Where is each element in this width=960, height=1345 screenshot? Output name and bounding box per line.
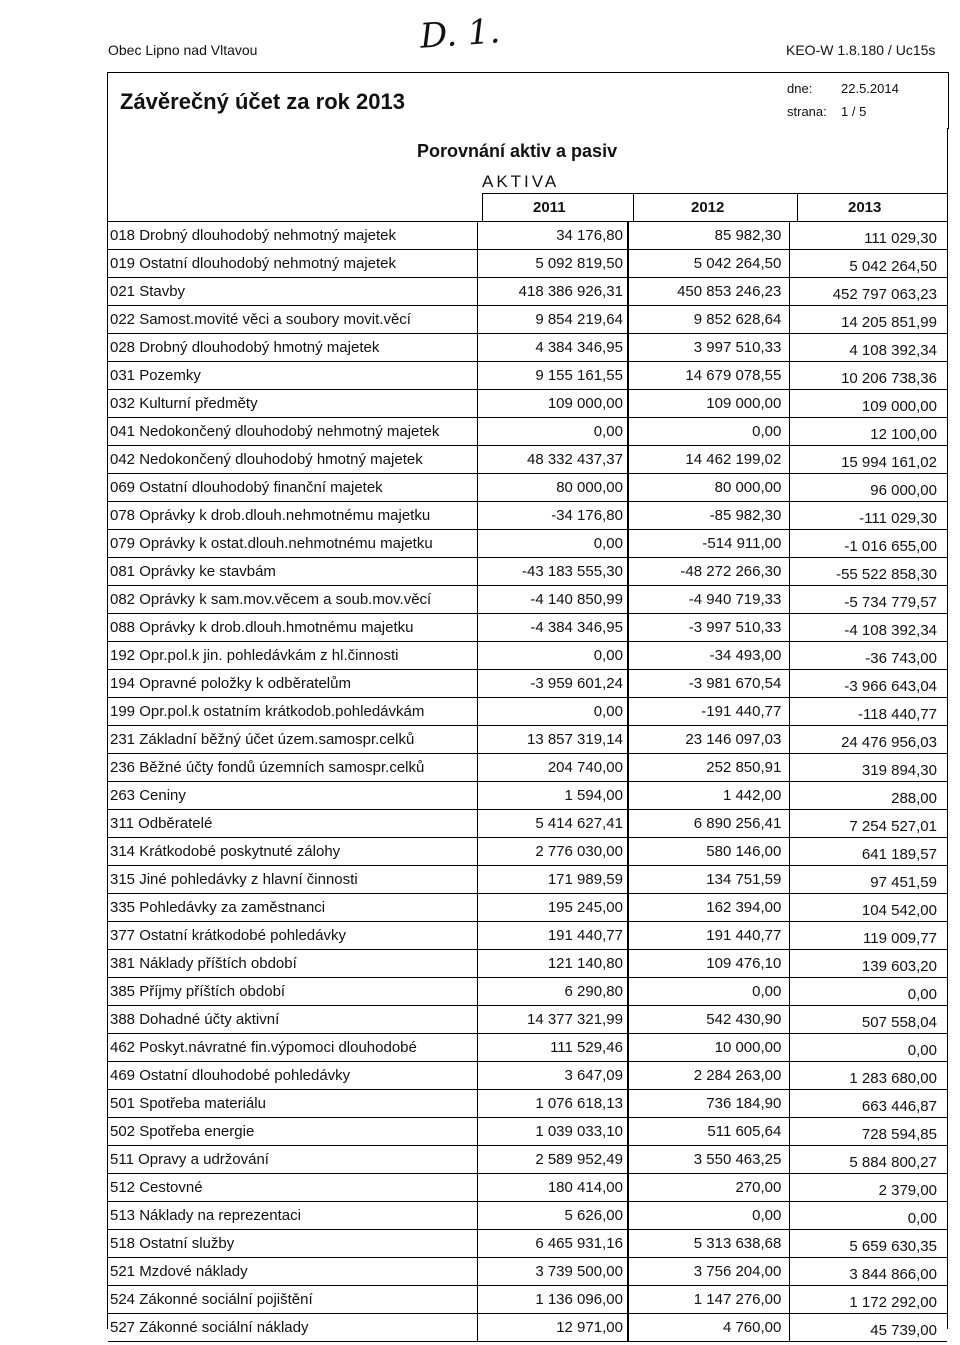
table-row [108, 586, 947, 614]
section-subtitle: AKTIVA [482, 172, 560, 191]
table-row [108, 306, 947, 334]
value-2013: 452 797 063,23 [790, 281, 947, 309]
column-header-2011: 2011 [533, 199, 566, 216]
value-2011: -34 176,80 [478, 502, 628, 530]
account-name: 231 Základní běžný účet územ.samospr.celků [108, 726, 478, 754]
value-2013: -36 743,00 [790, 645, 947, 673]
value-2013: -5 734 779,57 [790, 589, 947, 617]
handwritten-mark: D. 1. [418, 11, 502, 57]
table-row [108, 474, 947, 502]
account-name: 469 Ostatní dlouhodobé pohledávky [108, 1062, 478, 1090]
right-border [947, 128, 948, 1329]
value-2013: 12 100,00 [790, 421, 947, 449]
value-2013: 45 739,00 [790, 1317, 947, 1345]
account-name: 079 Oprávky k ostat.dlouh.nehmotnému majetku [108, 530, 478, 558]
account-name: 081 Oprávky ke stavbám [108, 558, 478, 586]
value-2013: 3 844 866,00 [790, 1261, 947, 1289]
table-row [108, 390, 947, 418]
section-title: Porovnání aktiv a pasiv [417, 141, 618, 161]
value-2013: 15 994 161,02 [790, 449, 947, 477]
value-2012: -4 940 719,33 [628, 586, 790, 614]
table-row [108, 1062, 947, 1090]
value-2011: 6 465 931,16 [478, 1230, 628, 1258]
value-2013: 0,00 [790, 981, 947, 1009]
value-2011: 5 092 819,50 [478, 250, 628, 278]
account-name: 315 Jiné pohledávky z hlavní činnosti [108, 866, 478, 894]
value-2012: 736 184,90 [628, 1090, 790, 1118]
table-row [108, 558, 947, 586]
value-2012: 1 442,00 [628, 782, 790, 810]
value-2013: 111 029,30 [790, 225, 947, 253]
account-name: 335 Pohledávky za zaměstnanci [108, 894, 478, 922]
value-2012: 10 000,00 [628, 1034, 790, 1062]
value-2012: -3 981 670,54 [628, 670, 790, 698]
value-2011: 0,00 [478, 698, 628, 726]
value-2013: 139 603,20 [790, 953, 947, 981]
account-name: 502 Spotřeba energie [108, 1118, 478, 1146]
account-name: 192 Opr.pol.k jin. pohledávkám z hl.činnosti [108, 642, 478, 670]
table-row [108, 754, 947, 782]
value-2011: -43 183 555,30 [478, 558, 628, 586]
value-2011: 1 076 618,13 [478, 1090, 628, 1118]
account-name: 018 Drobný dlouhodobý nehmotný majetek [108, 222, 478, 250]
account-name: 527 Zákonné sociální náklady [108, 1314, 478, 1342]
table-row [108, 1230, 947, 1258]
value-2012: 5 042 264,50 [628, 250, 790, 278]
table-row [108, 1146, 947, 1174]
value-2012: 109 000,00 [628, 390, 790, 418]
value-2011: 191 440,77 [478, 922, 628, 950]
value-2012: 5 313 638,68 [628, 1230, 790, 1258]
value-2011: 5 414 627,41 [478, 810, 628, 838]
table-row [108, 950, 947, 978]
table-row [108, 894, 947, 922]
value-2011: 6 290,80 [478, 978, 628, 1006]
value-2011: -4 140 850,99 [478, 586, 628, 614]
account-name: 236 Běžné účty fondů územních samospr.celků [108, 754, 478, 782]
table-row [108, 614, 947, 642]
value-2011: 13 857 319,14 [478, 726, 628, 754]
table-row [108, 278, 947, 306]
table-row [108, 782, 947, 810]
value-2013: 97 451,59 [790, 869, 947, 897]
value-2012: 450 853 246,23 [628, 278, 790, 306]
value-2012: 85 982,30 [628, 222, 790, 250]
table-row [108, 922, 947, 950]
account-name: 088 Oprávky k drob.dlouh.hmotnému majetku [108, 614, 478, 642]
value-2011: 180 414,00 [478, 1174, 628, 1202]
value-2011: 1 594,00 [478, 782, 628, 810]
account-name: 512 Cestovné [108, 1174, 478, 1202]
value-2012: -514 911,00 [628, 530, 790, 558]
column-header-2012: 2012 [691, 199, 725, 216]
value-2013: 104 542,00 [790, 897, 947, 925]
account-name: 521 Mzdové náklady [108, 1258, 478, 1286]
value-2012: 134 751,59 [628, 866, 790, 894]
table-row [108, 362, 947, 390]
account-name: 019 Ostatní dlouhodobý nehmotný majetek [108, 250, 478, 278]
value-2011: 48 332 437,37 [478, 446, 628, 474]
table-row [108, 1314, 947, 1342]
table-row [108, 250, 947, 278]
value-2013: 0,00 [790, 1205, 947, 1233]
table-row [108, 698, 947, 726]
value-2012: 23 146 097,03 [628, 726, 790, 754]
value-2011: 171 989,59 [478, 866, 628, 894]
value-2013: 2 379,00 [790, 1177, 947, 1205]
value-2013: 5 042 264,50 [790, 253, 947, 281]
table-row [108, 334, 947, 362]
account-name: 041 Nedokončený dlouhodobý nehmotný majetek [108, 418, 478, 446]
report-code: KEO-W 1.8.180 / Uc15s [786, 42, 936, 58]
asset-table [108, 222, 947, 1342]
value-2012: -85 982,30 [628, 502, 790, 530]
value-2013: 319 894,30 [790, 757, 947, 785]
value-2013: 1 172 292,00 [790, 1289, 947, 1317]
account-name: 042 Nedokončený dlouhodobý hmotný majetek [108, 446, 478, 474]
value-2011: 5 626,00 [478, 1202, 628, 1230]
value-2012: 542 430,90 [628, 1006, 790, 1034]
value-2011: 14 377 321,99 [478, 1006, 628, 1034]
value-2012: -34 493,00 [628, 642, 790, 670]
value-2011: 1 136 096,00 [478, 1286, 628, 1314]
header-divider [797, 193, 798, 222]
value-2011: 121 140,80 [478, 950, 628, 978]
value-2011: 195 245,00 [478, 894, 628, 922]
value-2013: 14 205 851,99 [790, 309, 947, 337]
table-row [108, 446, 947, 474]
header-rule [482, 193, 947, 194]
value-2011: 9 854 219,64 [478, 306, 628, 334]
account-name: 524 Zákonné sociální pojištění [108, 1286, 478, 1314]
value-2012: 270,00 [628, 1174, 790, 1202]
value-2011: 9 155 161,55 [478, 362, 628, 390]
value-2011: 0,00 [478, 530, 628, 558]
value-2012: 9 852 628,64 [628, 306, 790, 334]
value-2012: 0,00 [628, 978, 790, 1006]
account-name: 462 Poskyt.návratné fin.výpomoci dlouhodobé [108, 1034, 478, 1062]
table-row [108, 1090, 947, 1118]
municipality-name: Obec Lipno nad Vltavou [108, 42, 258, 58]
value-2013: 119 009,77 [790, 925, 947, 953]
account-name: 263 Ceniny [108, 782, 478, 810]
value-2013: 288,00 [790, 785, 947, 813]
value-2011: 3 739 500,00 [478, 1258, 628, 1286]
header-divider [482, 193, 483, 222]
table-row [108, 530, 947, 558]
value-2012: 0,00 [628, 1202, 790, 1230]
value-2012: 162 394,00 [628, 894, 790, 922]
table-row [108, 866, 947, 894]
value-2013: 7 254 527,01 [790, 813, 947, 841]
page-label: strana: [787, 104, 827, 119]
account-name: 199 Opr.pol.k ostatním krátkodob.pohledávkám [108, 698, 478, 726]
table-row [108, 1286, 947, 1314]
table-row [108, 1258, 947, 1286]
account-name: 518 Ostatní služby [108, 1230, 478, 1258]
value-2012: 191 440,77 [628, 922, 790, 950]
table-row [108, 222, 947, 250]
value-2013: 663 446,87 [790, 1093, 947, 1121]
value-2013: -55 522 858,30 [790, 561, 947, 589]
value-2013: 5 884 800,27 [790, 1149, 947, 1177]
value-2011: 12 971,00 [478, 1314, 628, 1342]
table-row [108, 418, 947, 446]
date-value: 22.5.2014 [841, 81, 899, 96]
value-2013: -3 966 643,04 [790, 673, 947, 701]
value-2013: 24 476 956,03 [790, 729, 947, 757]
page-number: 1 / 5 [841, 104, 867, 119]
value-2013: 10 206 738,36 [790, 365, 947, 393]
value-2011: 204 740,00 [478, 754, 628, 782]
value-2012: 580 146,00 [628, 838, 790, 866]
date-label: dne: [787, 81, 813, 96]
value-2011: 0,00 [478, 642, 628, 670]
value-2013: 641 189,57 [790, 841, 947, 869]
value-2012: 3 997 510,33 [628, 334, 790, 362]
value-2012: 3 550 463,25 [628, 1146, 790, 1174]
account-name: 314 Krátkodobé poskytnuté zálohy [108, 838, 478, 866]
value-2013: -4 108 392,34 [790, 617, 947, 645]
account-name: 511 Opravy a udržování [108, 1146, 478, 1174]
account-name: 194 Opravné položky k odběratelům [108, 670, 478, 698]
table-row [108, 726, 947, 754]
header-divider [633, 193, 634, 222]
table-row [108, 810, 947, 838]
page-title: Závěrečný účet za rok 2013 [120, 89, 405, 114]
table-row [108, 502, 947, 530]
value-2013: 507 558,04 [790, 1009, 947, 1037]
account-name: 388 Dohadné účty aktivní [108, 1006, 478, 1034]
table-row [108, 1202, 947, 1230]
value-2011: 3 647,09 [478, 1062, 628, 1090]
table-row [108, 838, 947, 866]
account-name: 381 Náklady příštích období [108, 950, 478, 978]
value-2011: 2 589 952,49 [478, 1146, 628, 1174]
table-row [108, 642, 947, 670]
account-name: 078 Oprávky k drob.dlouh.nehmotnému majetku [108, 502, 478, 530]
value-2011: 2 776 030,00 [478, 838, 628, 866]
table-row [108, 670, 947, 698]
account-name: 028 Drobný dlouhodobý hmotný majetek [108, 334, 478, 362]
value-2013: 109 000,00 [790, 393, 947, 421]
value-2012: 511 605,64 [628, 1118, 790, 1146]
value-2012: 109 476,10 [628, 950, 790, 978]
account-name: 069 Ostatní dlouhodobý finanční majetek [108, 474, 478, 502]
value-2012: 0,00 [628, 418, 790, 446]
value-2012: 80 000,00 [628, 474, 790, 502]
table-row [108, 1034, 947, 1062]
value-2013: -118 440,77 [790, 701, 947, 729]
value-2013: 0,00 [790, 1037, 947, 1065]
value-2012: -3 997 510,33 [628, 614, 790, 642]
value-2011: 1 039 033,10 [478, 1118, 628, 1146]
column-header-2013: 2013 [848, 199, 882, 216]
value-2012: 1 147 276,00 [628, 1286, 790, 1314]
account-name: 082 Oprávky k sam.mov.věcem a soub.mov.věcí [108, 586, 478, 614]
value-2013: 96 000,00 [790, 477, 947, 505]
value-2011: 109 000,00 [478, 390, 628, 418]
value-2013: 4 108 392,34 [790, 337, 947, 365]
value-2012: 14 462 199,02 [628, 446, 790, 474]
value-2012: -48 272 266,30 [628, 558, 790, 586]
value-2012: 14 679 078,55 [628, 362, 790, 390]
table-row [108, 1118, 947, 1146]
account-name: 385 Příjmy příštích období [108, 978, 478, 1006]
value-2011: -4 384 346,95 [478, 614, 628, 642]
value-2012: 4 760,00 [628, 1314, 790, 1342]
value-2012: 2 284 263,00 [628, 1062, 790, 1090]
value-2011: 0,00 [478, 418, 628, 446]
account-name: 513 Náklady na reprezentaci [108, 1202, 478, 1230]
value-2011: 111 529,46 [478, 1034, 628, 1062]
account-name: 311 Odběratelé [108, 810, 478, 838]
value-2011: 418 386 926,31 [478, 278, 628, 306]
value-2012: 3 756 204,00 [628, 1258, 790, 1286]
value-2013: 5 659 630,35 [790, 1233, 947, 1261]
value-2011: 80 000,00 [478, 474, 628, 502]
account-name: 377 Ostatní krátkodobé pohledávky [108, 922, 478, 950]
value-2011: -3 959 601,24 [478, 670, 628, 698]
value-2011: 4 384 346,95 [478, 334, 628, 362]
account-name: 501 Spotřeba materiálu [108, 1090, 478, 1118]
value-2013: -1 016 655,00 [790, 533, 947, 561]
account-name: 031 Pozemky [108, 362, 478, 390]
account-name: 022 Samost.movité věci a soubory movit.věcí [108, 306, 478, 334]
value-2013: 728 594,85 [790, 1121, 947, 1149]
table-row [108, 1174, 947, 1202]
table-row [108, 978, 947, 1006]
value-2012: 6 890 256,41 [628, 810, 790, 838]
account-name: 021 Stavby [108, 278, 478, 306]
value-2012: -191 440,77 [628, 698, 790, 726]
value-2011: 34 176,80 [478, 222, 628, 250]
table-row [108, 1006, 947, 1034]
value-2013: -111 029,30 [790, 505, 947, 533]
value-2013: 1 283 680,00 [790, 1065, 947, 1093]
account-name: 032 Kulturní předměty [108, 390, 478, 418]
value-2012: 252 850,91 [628, 754, 790, 782]
title-box [107, 72, 949, 129]
